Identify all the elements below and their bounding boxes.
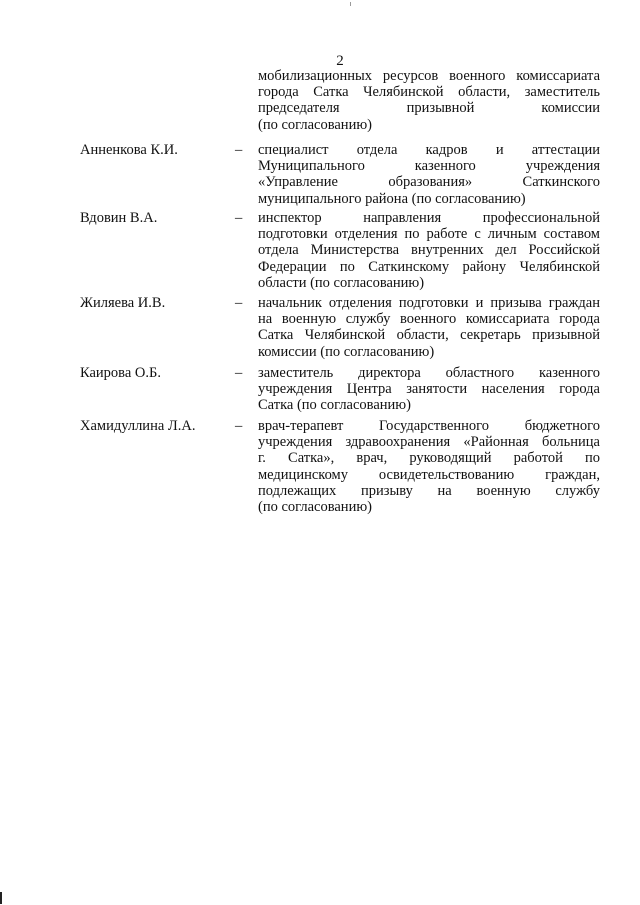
continuation-line: (по согласованию) <box>258 116 372 133</box>
member-dash: – <box>235 142 243 158</box>
member-role <box>258 295 600 360</box>
role-line: подготовки отделения по работе с личным составом <box>258 226 600 243</box>
role-line: подлежащих призыву на военную службу <box>258 482 600 499</box>
role-line: комиссии (по согласованию) <box>258 343 435 360</box>
member-name: Хамидуллина Л.А. <box>80 418 196 434</box>
continuation-line: мобилизационных ресурсов военного комиссариата <box>258 68 600 84</box>
continuation-line: председателя призывной комиссии <box>258 100 600 117</box>
role-line: медицинскому освидетельствованию граждан, <box>258 466 600 483</box>
continuation-text <box>258 68 600 133</box>
member-role <box>258 418 600 515</box>
role-line: «Управление образования» Саткинского <box>258 174 600 191</box>
role-line: отдела Министерства внутренних дел Российской <box>258 242 600 259</box>
role-line: инспектор направления профессиональной <box>258 210 600 226</box>
role-line: области (по согласованию) <box>258 274 425 291</box>
member-name: Вдовин В.А. <box>80 210 158 226</box>
continuation-line: города Сатка Челябинской области, заместитель <box>258 84 600 101</box>
role-line: заместитель директора областного казенного <box>258 365 600 381</box>
member-dash: – <box>235 295 243 311</box>
member-role <box>258 365 600 414</box>
member-name: Каирова О.Б. <box>80 365 161 381</box>
scan-mark-top <box>350 2 351 6</box>
role-line: врач-терапевт Государственного бюджетного <box>258 418 600 434</box>
role-line: на военную службу военного комиссариата города <box>258 311 600 328</box>
role-line: начальник отделения подготовки и призыва граждан <box>258 295 600 311</box>
role-line: Сатка Челябинской области, секретарь призывной <box>258 327 600 344</box>
scan-edge-mark <box>0 892 2 904</box>
member-dash: – <box>235 210 243 226</box>
member-name: Жиляева И.В. <box>80 295 166 311</box>
role-line: муниципального района (по согласованию) <box>258 190 526 207</box>
page-number: 2 <box>336 53 344 69</box>
member-dash: – <box>235 365 243 381</box>
member-role <box>258 210 600 291</box>
member-role <box>258 142 600 207</box>
role-line: учреждения здравоохранения «Районная больница <box>258 434 600 451</box>
role-line: Федерации по Саткинскому району Челябинской <box>258 258 600 275</box>
role-line: специалист отдела кадров и аттестации <box>258 142 600 158</box>
role-line: (по согласованию) <box>258 498 372 515</box>
role-line: учреждения Центра занятости населения города <box>258 381 600 398</box>
role-line: Сатка (по согласованию) <box>258 397 411 414</box>
member-name: Анненкова К.И. <box>80 142 178 158</box>
member-dash: – <box>235 418 243 434</box>
role-line: Муниципального казенного учреждения <box>258 158 600 175</box>
role-line: г. Сатка», врач, руководящий работой по <box>258 450 600 467</box>
